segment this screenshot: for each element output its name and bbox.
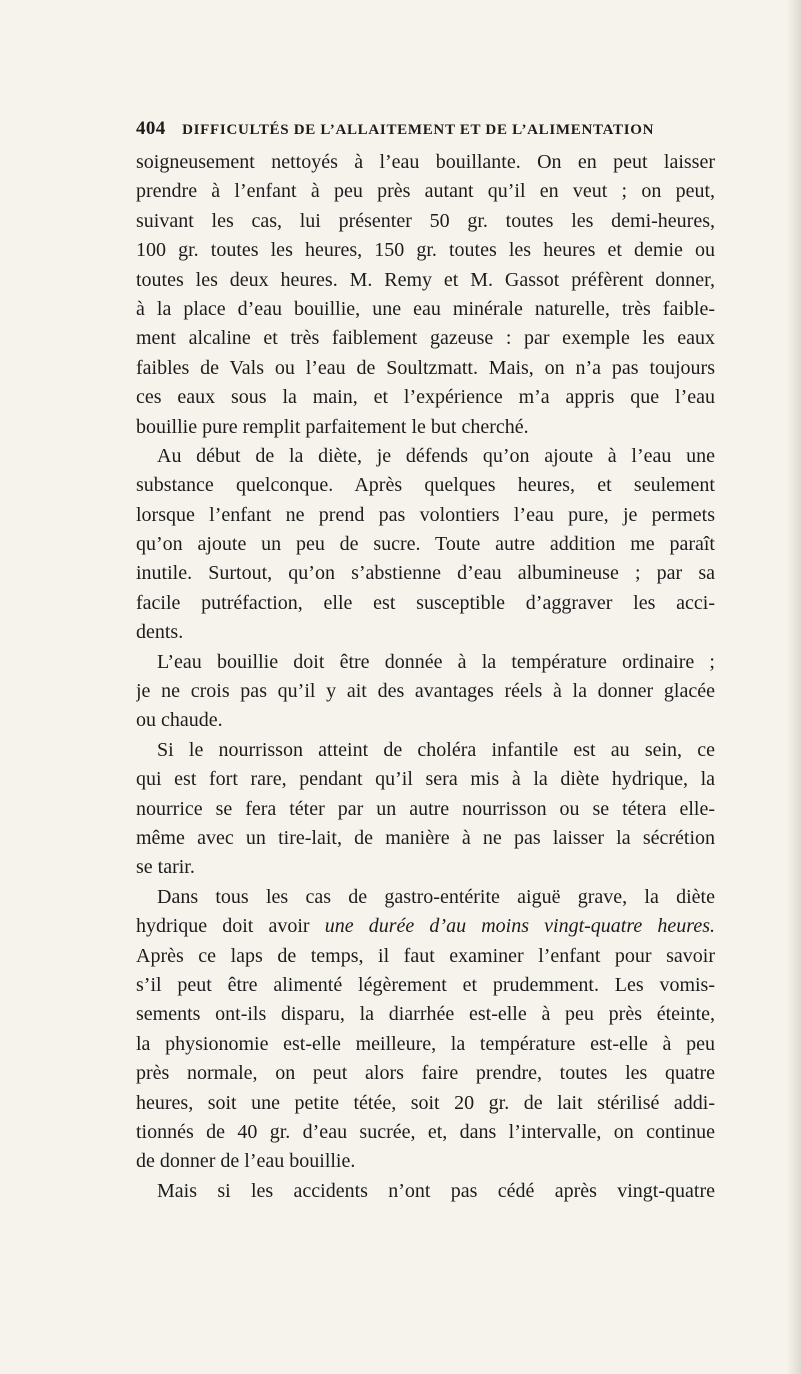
text-line: près normale, on peut alors faire prendre, toutes les quatre bbox=[136, 1062, 715, 1085]
text-line: soigneusement nettoyés à l’eau bouillante. On en peut laisser bbox=[136, 151, 715, 173]
plain-text: hydrique doit avoir bbox=[136, 915, 325, 938]
text-line: la physionomie est-elle meilleure, la température est-elle à peu bbox=[136, 1032, 715, 1055]
running-header bbox=[136, 118, 716, 142]
paragraph-first-line: Mais si les accidents n’ont pas cédé après vingt-quatre bbox=[157, 1179, 715, 1202]
text-line-with-emphasis bbox=[136, 912, 715, 941]
text-line: de donner de l’eau bouillie. bbox=[136, 1150, 356, 1173]
text-line: se tarir. bbox=[136, 856, 195, 879]
text-line: faibles de Vals ou l’eau de Soultzmatt. Mais, on n’a pas toujours bbox=[136, 356, 715, 379]
text-line: lorsque l’enfant ne prend pas volontiers l’eau pure, je permets bbox=[136, 503, 715, 526]
text-line: ment alcaline et très faiblement gazeuse : par exemple les eaux bbox=[136, 327, 715, 350]
text-line: heures, soit une petite tétée, soit 20 gr. de lait stérilisé addi- bbox=[136, 1091, 715, 1114]
text-line: facile putréfaction, elle est susceptible d’aggraver les acci- bbox=[136, 591, 715, 614]
text-line: ces eaux sous la main, et l’expérience m’a appris que l’eau bbox=[136, 386, 715, 409]
paragraph-first-line: Au début de la diète, je défends qu’on ajoute à l’eau une bbox=[157, 444, 715, 467]
text-line: qui est fort rare, pendant qu’il sera mis à la diète hydrique, la bbox=[136, 768, 715, 791]
running-title: DIFFICULTÉS DE L’ALLAITEMENT ET DE L’ALIMENTATION bbox=[182, 122, 655, 138]
paragraph-first-line: Dans tous les cas de gastro-entérite aiguë grave, la diète bbox=[157, 885, 715, 908]
text-line: prendre à l’enfant à peu près autant qu’il en veut ; on peut, bbox=[136, 180, 715, 203]
text-line: 100 gr. toutes les heures, 150 gr. toutes les heures et demie ou bbox=[136, 239, 715, 262]
text-line: bouillie pure remplit parfaitement le but cherché. bbox=[136, 415, 529, 438]
text-line: inutile. Surtout, qu’on s’abstienne d’eau albumineuse ; par sa bbox=[136, 562, 715, 585]
text-line: ou chaude. bbox=[136, 709, 223, 732]
text-line: sements ont-ils disparu, la diarrhée est-elle à peu près éteinte, bbox=[136, 1003, 715, 1026]
text-line: même avec un tire-lait, de manière à ne pas laisser la sécrétion bbox=[136, 826, 715, 849]
text-line: suivant les cas, lui présenter 50 gr. toutes les demi-heures, bbox=[136, 209, 715, 232]
text-line: s’il peut être alimenté légèrement et prudemment. Les vomis- bbox=[136, 973, 715, 996]
text-line: substance quelconque. Après quelques heures, et seulement bbox=[136, 474, 715, 497]
text-line: dents. bbox=[136, 621, 184, 644]
body-text bbox=[136, 148, 715, 1206]
page-number: 404 bbox=[136, 118, 166, 139]
paragraph-first-line: L’eau bouillie doit être donnée à la température ordinaire ; bbox=[157, 650, 715, 673]
italic-emphasis: une durée d’au moins vingt-quatre heures. bbox=[324, 915, 715, 938]
text-line: nourrice se fera téter par un autre nourrisson ou se tétera elle- bbox=[136, 797, 715, 820]
page-edge-shadow bbox=[787, 0, 801, 1374]
text-line: je ne crois pas qu’il y ait des avantages réels à la donner glacée bbox=[136, 680, 715, 703]
paragraph-first-line: Si le nourrisson atteint de choléra infantile est au sein, ce bbox=[157, 738, 715, 761]
text-line: Après ce laps de temps, il faut examiner l’enfant pour savoir bbox=[136, 944, 715, 967]
text-line: toutes les deux heures. M. Remy et M. Gassot préfèrent donner, bbox=[136, 268, 715, 291]
text-line: à la place d’eau bouillie, une eau minérale naturelle, très faible- bbox=[136, 297, 715, 320]
text-line: tionnés de 40 gr. d’eau sucrée, et, dans l’intervalle, on continue bbox=[136, 1120, 715, 1143]
text-line: qu’on ajoute un peu de sucre. Toute autre addition me paraît bbox=[136, 533, 715, 556]
